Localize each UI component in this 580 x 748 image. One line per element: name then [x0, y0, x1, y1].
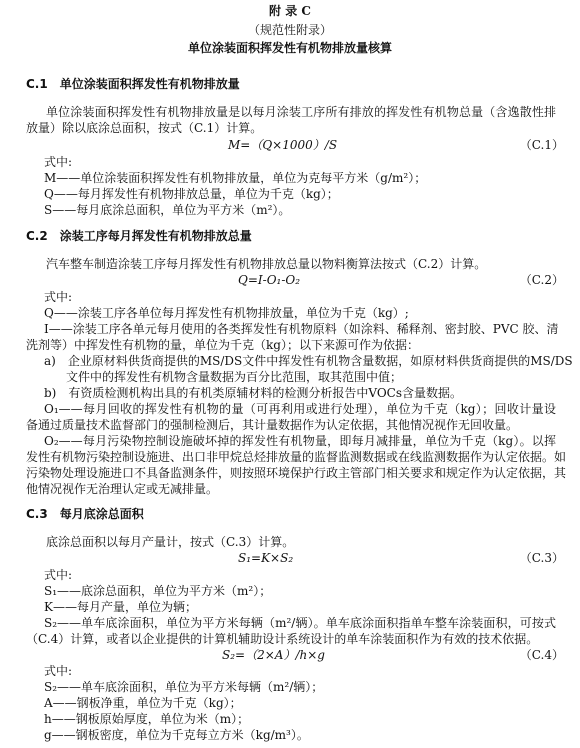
c2-paragraph: 汽车整车制造涂装工序每月挥发性有机物排放总量以物料衡算法按式（C.2）计算。 [46, 257, 487, 271]
formula-c4: S₂=（2×A）/h×g [222, 648, 325, 662]
c3-where-label: 式中: [44, 568, 73, 582]
c1-paragraph-line1: 单位涂装面积挥发性有机物排放量是以每月涂装工序所有排放的挥发性有机物总量（含逸散性排 [46, 105, 556, 119]
c2-where-label: 式中: [44, 290, 73, 304]
c1-def-s: S——每月底涂总面积，单位为平方米（m²）。 [44, 203, 291, 217]
c2-def-o2-line3: 污染物处理设施进口不具备监测条件，则按照环境保护行政主管部门相关要求和规定作为认定依据，其 [26, 466, 567, 480]
c1-paragraph-line2: 放量）除以底涂总面积，按式（C.1）计算。 [26, 121, 263, 135]
c4-def-a: A——钢板净重，单位为千克（kg）； [44, 696, 242, 710]
appendix-title: 单位涂装面积挥发性有机物排放量核算 [187, 41, 392, 55]
appendix-label: 附 录 C [269, 4, 311, 18]
c2-list-a-line1: a) 企业原材料供货商提供的MS/DS文件中挥发性有机物含量数据，如原材料供货商提供的MS/DS [44, 354, 573, 368]
c1-where-label: 式中: [44, 155, 73, 169]
c1-def-m: M——单位涂装面积挥发性有机物排放量，单位为克每平方米（g/m²）； [44, 171, 427, 185]
c2-def-o1-line2: 备通过质量技术监督部门的强制检测后，其计量数据作为认定依据，其他情况视作无回收量。 [26, 418, 519, 432]
c2-def-o2-line4: 他情况视作无治理认定或无减排量。 [26, 482, 219, 496]
c3-paragraph: 底涂总面积以每月产量计，按式（C.3）计算。 [46, 535, 295, 549]
c3-def-s2-line2: （C.4）计算，或者以企业提供的计算机辅助设计系统设计的单车涂装面积作为有效的技术依据。 [26, 632, 539, 646]
c2-def-i-line1: I——涂装工序各单元每月使用的各类挥发性有机物原料（如涂料、稀释剂、密封胶、PVC 胶、清 [44, 322, 559, 336]
c3-def-s2-line1: S₂——单车底涂面积，单位为平方米每辆（m²/辆）。单车底涂面积指单车整车涂装面积，可按式 [44, 616, 556, 630]
normative-label: （规范性附录） [247, 23, 332, 37]
section-c2-heading: C.2 涂装工序每月挥发性有机物排放总量 [26, 229, 252, 243]
formula-c3: S₁=K×S₂ [238, 551, 294, 565]
c3-def-s1: S₁——底涂总面积，单位为平方米（m²）； [44, 584, 272, 598]
c1-def-q: Q——每月挥发性有机物排放总量，单位为千克（kg）； [44, 187, 339, 201]
c4-def-s2: S₂——单车底涂面积，单位为平方米每辆（m²/辆）； [44, 680, 324, 694]
c2-def-o2-line2: 发性有机物污染控制设施进、出口非甲烷总烃排放量的监督监测数据或在线监测数据作为认定依据。如 [26, 450, 567, 464]
c4-where-label: 式中: [44, 664, 73, 678]
equation-number-c4: （C.4） [519, 648, 564, 662]
c2-def-q: Q——涂装工序各单位每月挥发性有机物排放量，单位为千克（kg）; [44, 306, 409, 320]
equation-number-c3: （C.3） [519, 551, 564, 565]
c4-def-h: h——钢板原始厚度，单位为米（m）； [44, 712, 250, 726]
c2-def-i-line2: 洗剂等）中挥发性有机物的量，单位为千克（kg）；以下来源可作为依据： [26, 338, 419, 352]
c2-def-o1-line1: O₁——每月回收的挥发性有机物的量（可再利用或进行处理），单位为千克（kg）；回收计量设 [44, 402, 556, 416]
c4-def-g: g——钢板密度，单位为千克每立方米（kg/m³）。 [44, 728, 309, 742]
equation-number-c2: （C.2） [519, 273, 564, 287]
c2-def-o2-line1: O₂——每月污染物控制设施破坏掉的挥发性有机物量，即每月减排量，单位为千克（kg）。以挥 [44, 434, 556, 448]
section-c1-heading: C.1 单位涂装面积挥发性有机物排放量 [26, 77, 240, 91]
equation-number-c1: （C.1） [519, 138, 564, 152]
c2-list-a-line2: 文件中的挥发性有机物含量数据为百分比范围，取其范围中值； [66, 370, 403, 384]
c3-def-k: K——每月产量，单位为辆； [44, 600, 197, 614]
section-c3-heading: C.3 每月底涂总面积 [26, 507, 144, 521]
c2-list-b: b) 有资质检测机构出具的有机类原辅材料的检测分析报告中VOCs含量数据。 [44, 386, 462, 400]
formula-c2: Q=I-O₁-O₂ [238, 273, 301, 287]
formula-c1: M=（Q×1000）/S [228, 138, 338, 152]
